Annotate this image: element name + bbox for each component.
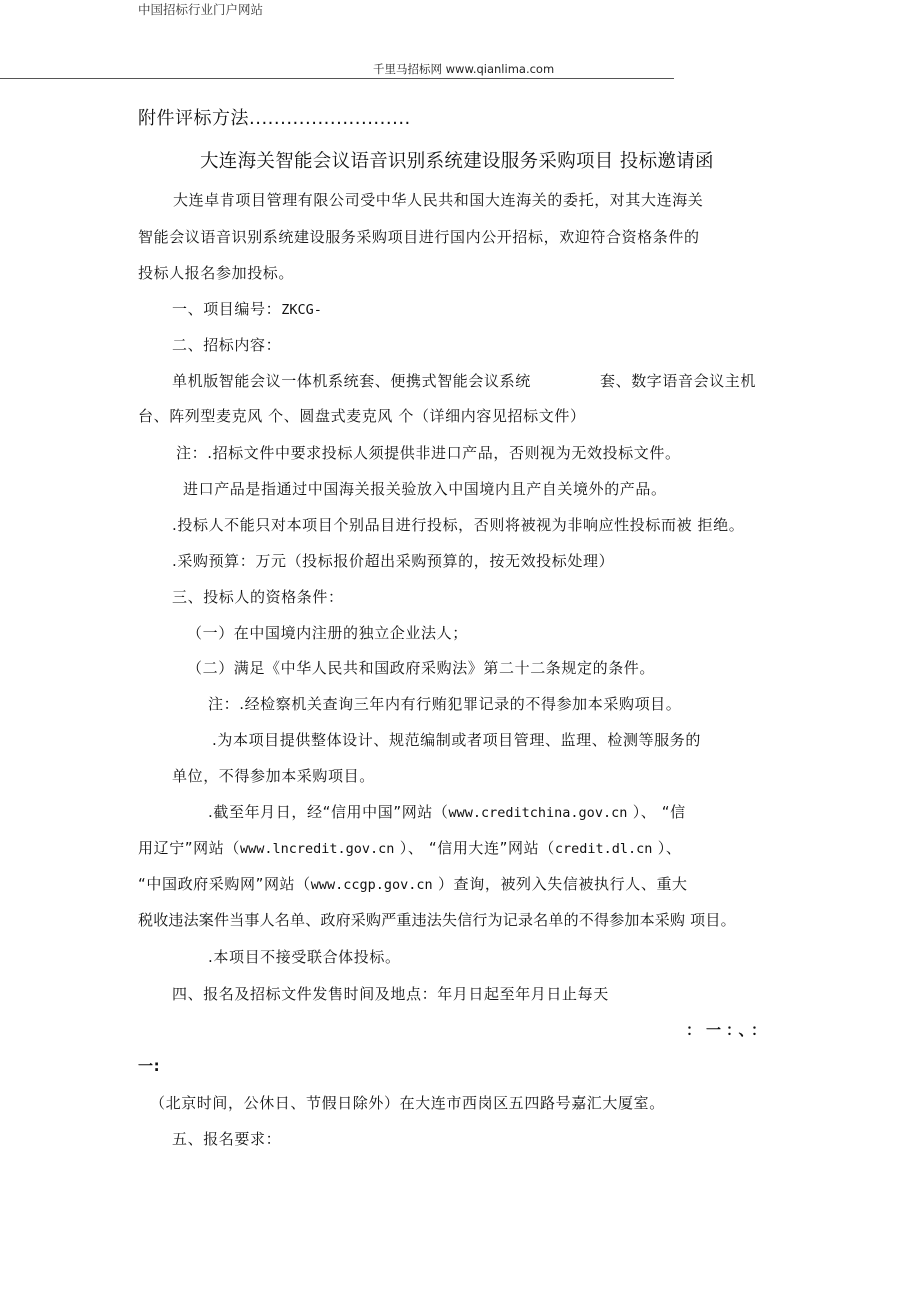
credit-line-3-text-b: ）查询，被列入失信被执行人、重大	[432, 875, 688, 893]
ccgp-url: www.ccgp.gov.cn	[310, 877, 433, 893]
lncredit-url: www.lncredit.gov.cn	[239, 841, 395, 857]
section-5-heading: 五、报名要求：	[172, 1130, 282, 1148]
note-bribery: 注：.经检察机关查询三年内有行贿犯罪记录的不得参加本采购项目。	[208, 695, 682, 713]
section-3-heading: 三、投标人的资格条件：	[172, 588, 344, 606]
registration-location: （北京时间，公休日、节假日除外）在大连市西岗区五四路号嘉汇大厦室。	[150, 1094, 665, 1112]
credit-line-2-text-c: ）、	[652, 839, 682, 857]
note-no-consortium: .本项目不接受联合体投标。	[208, 948, 401, 966]
section-4-heading: 四、报名及招标文件发售时间及地点：年月日起至年月日止每天	[172, 985, 609, 1003]
note-import-definition: 进口产品是指通过中国海关报关验放入中国境内且产自关境外的产品。	[183, 480, 667, 498]
content-line-1a: 单机版智能会议一体机系统套、便携式智能会议系统	[172, 372, 531, 390]
credit-dl-url: credit.dl.cn	[554, 841, 653, 857]
qualification-1: （一）在中国境内注册的独立企业法人；	[187, 624, 468, 642]
project-number-code: ZKCG-	[281, 302, 322, 318]
credit-line-3-text-a: “中国政府采购网”网站（	[138, 875, 311, 893]
project-number	[172, 298, 322, 319]
credit-line-3	[138, 873, 688, 894]
content-line-1b: 套、数字语音会议主机	[600, 372, 757, 390]
intro-line-1: 大连卓肯项目管理有限公司受中华人民共和国大连海关的委托，对其大连海关	[173, 191, 704, 209]
note-non-import: 注：.招标文件中要求投标人须提供非进口产品，否则视为无效投标文件。	[176, 444, 681, 462]
project-number-label: 一、项目编号：	[172, 300, 282, 318]
credit-line-2	[138, 837, 681, 858]
credit-line-2-text-a: 用辽宁”网站（	[138, 839, 240, 857]
note-budget: .采购预算：万元（投标报价超出采购预算的，按无效投标处理）	[172, 552, 615, 570]
credit-line-1-text-b: ）、 “信	[627, 803, 686, 821]
intro-line-3: 投标人报名参加投标。	[138, 264, 295, 282]
time-marks: ：一：、：	[686, 1021, 772, 1039]
content-line-2: 台、阵列型麦克风 个、圆盘式麦克风 个（详细内容见招标文件）	[138, 407, 586, 425]
site-center-header: 千里马招标网 www.qianlima.com	[373, 62, 555, 76]
toc-line: 附件评标方法..........................	[138, 108, 411, 129]
site-name-header: 中国招标行业门户网站	[138, 2, 264, 17]
credit-line-4: 税收违法案件当事人名单、政府采购严重违法失信行为记录名单的不得参加本采购 项目。	[138, 911, 736, 929]
credit-line-2-text-b: ）、 “信用大连”网站（	[394, 839, 555, 857]
creditchina-url: www.creditchina.gov.cn	[448, 805, 628, 821]
qualification-2: （二）满足《中华人民共和国政府采购法》第二十二条规定的条件。	[187, 659, 656, 677]
section-2-heading: 二、招标内容：	[172, 336, 282, 354]
credit-line-1	[208, 801, 686, 822]
intro-line-2: 智能会议语音识别系统建设服务采购项目进行国内公开招标，欢迎符合资格条件的	[138, 228, 700, 246]
header-divider	[0, 78, 674, 79]
document-title: 大连海关智能会议语音识别系统建设服务采购项目 投标邀请函	[200, 151, 714, 172]
credit-line-1-text-a: .截至年月日，经“信用中国”网站（	[208, 803, 449, 821]
note-design-service-a: .为本项目提供整体设计、规范编制或者项目管理、监理、检测等服务的	[212, 731, 701, 749]
note-design-service-b: 单位，不得参加本采购项目。	[172, 767, 375, 785]
note-partial-bid: .投标人不能只对本项目个别品目进行投标，否则将被视为非响应性投标而被 拒绝。	[172, 516, 745, 534]
time-dash: 一:	[138, 1057, 161, 1075]
